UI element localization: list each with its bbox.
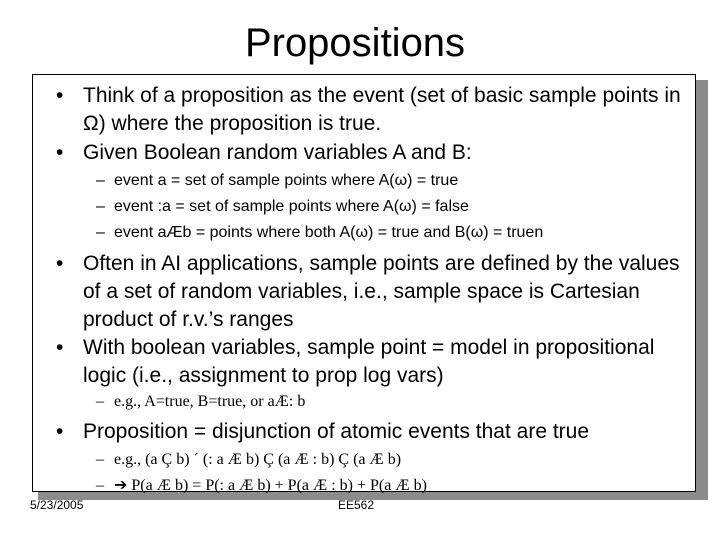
sub-item-example-assignment	[96, 391, 305, 413]
dash-marker: –	[96, 477, 104, 494]
sub-item-probability-sum	[96, 475, 427, 497]
bullet-text: Given Boolean random variables A and B:	[83, 141, 472, 164]
slide-title: Propositions	[244, 21, 466, 65]
sub-item-event-a	[96, 170, 458, 192]
sub-item-text: event a = set of sample points where A(ω) = true	[114, 172, 459, 189]
footer-course: EE562	[338, 498, 375, 512]
dash-marker: –	[96, 198, 105, 215]
sub-item-text: ➔ P(a Æ b) = P(: a Æ b) + P(a Æ : b) + P(a Æ b)	[114, 477, 427, 494]
bullet-marker: •	[56, 141, 64, 164]
sub-item-text: event aÆb = points where both A(ω) = true and B(ω) = truen	[114, 224, 544, 241]
bullet-proposition-event	[56, 82, 696, 138]
sub-item-disjunction-example	[96, 449, 401, 471]
bullet-marker: •	[56, 252, 64, 275]
bullet-text: Think of a proposition as the event (set of basic sample points in Ω) where the proposition is true.	[83, 84, 681, 135]
sub-item-text: e.g., (a Ç b) ´ (: a Æ b) Ç (a Æ : b) Ç (a Æ b)	[114, 451, 402, 468]
sub-item-event-not-a	[96, 196, 469, 218]
bullet-text: With boolean variables, sample point = model in propositional logic (i.e., assignment to prop log vars)	[83, 336, 655, 387]
bullet-text: Proposition = disjunction of atomic events that are true	[83, 420, 590, 443]
bullet-ai-applications	[56, 250, 696, 334]
footer-date: 5/23/2005	[30, 498, 84, 512]
sub-item-event-a-and-b	[96, 222, 543, 244]
dash-marker: –	[96, 172, 105, 189]
bullet-disjunction	[56, 418, 696, 446]
dash-marker: –	[96, 451, 104, 468]
dash-marker: –	[96, 224, 105, 241]
bullet-marker: •	[56, 84, 64, 107]
bullet-marker: •	[56, 336, 64, 359]
bullet-boolean-variables	[56, 139, 696, 167]
bullet-marker: •	[56, 420, 64, 443]
dash-marker: –	[96, 393, 104, 410]
sub-item-text: e.g., A=true, B=true, or aÆ: b	[114, 393, 306, 410]
sub-item-text: event :a = set of sample points where A(ω) = false	[114, 198, 469, 215]
bullet-text: Often in AI applications, sample points are defined by the values of a set of random variables, i.e., sample space is Cartesian product of r.v.’s ranges	[83, 252, 680, 331]
bullet-boolean-model	[56, 334, 696, 390]
